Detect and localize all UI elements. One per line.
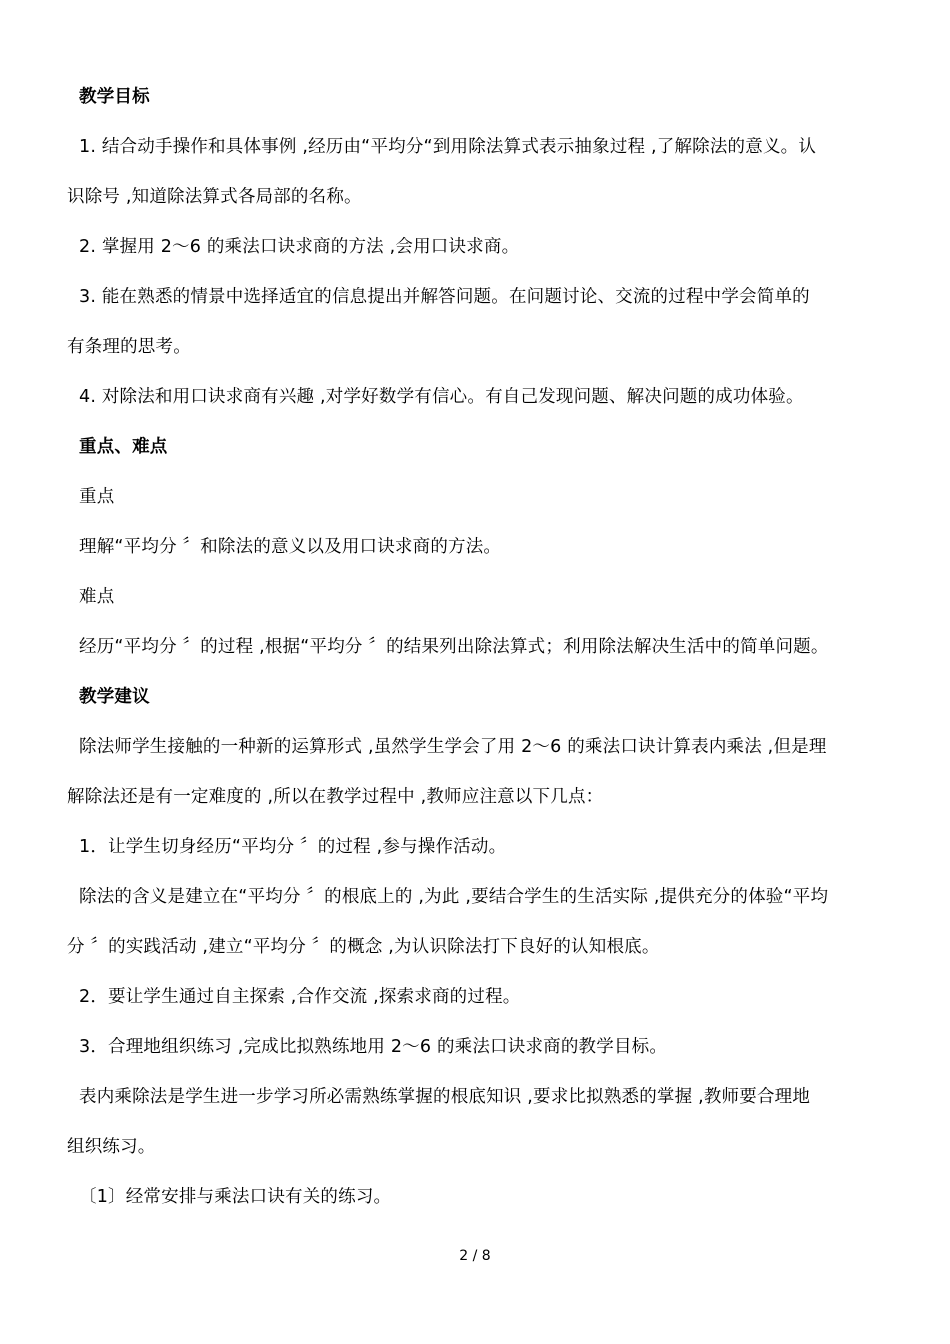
subheading-key-point: 重点 bbox=[79, 487, 115, 507]
heading-teaching-goals: 教学目标 bbox=[79, 87, 150, 107]
page-number: 2 / 8 bbox=[459, 1248, 491, 1264]
suggestion-intro-line-2: 解除法还是有一定难度的 ,所以在教学过程中 ,教师应注意以下几点： bbox=[67, 787, 604, 807]
goal-1-line-2: 识除号 ,知道除法算式各局部的名称。 bbox=[67, 187, 362, 207]
suggestion-2: 2．要让学生通过自主探索 ,合作交流 ,探索求商的过程。 bbox=[79, 987, 521, 1007]
heading-key-difficult-points: 重点、难点 bbox=[79, 437, 168, 457]
goal-3-line-1: 3. 能在熟悉的情景中选择适宜的信息提出并解答问题。在问题讨论、交流的过程中学会简单的 bbox=[79, 287, 810, 307]
goal-1-line-1: 1. 结合动手操作和具体事例 ,经历由“平均分“到用除法算式表示抽象过程 ,了解除法的意义。认 bbox=[79, 137, 817, 157]
suggestion-1-detail-line-2: 分 〞的实践活动 ,建立“平均分 〞的概念 ,为认识除法打下良好的认知根底。 bbox=[67, 937, 660, 957]
suggestion-1-detail-line-1: 除法的含义是建立在“平均分 〞的根底上的 ,为此 ,要结合学生的生活实际 ,提供充分的体验“平均 bbox=[79, 887, 829, 907]
suggestion-3-detail-line-1: 表内乘除法是学生进一步学习所必需熟练掌握的根底知识 ,要求比拟熟悉的掌握 ,教师要合理地 bbox=[79, 1087, 811, 1107]
goal-2: 2. 掌握用 2～6 的乘法口诀求商的方法 ,会用口诀求商。 bbox=[79, 237, 520, 257]
suggestion-intro-line-1: 除法师学生接触的一种新的运算形式 ,虽然学生学会了用 2～6 的乘法口诀计算表内乘法 ,但是理 bbox=[79, 737, 827, 757]
goal-4: 4. 对除法和用口诀求商有兴趣 ,对学好数学有信心。有自己发现问题、解决问题的成功体验。 bbox=[79, 387, 804, 407]
heading-teaching-suggestions: 教学建议 bbox=[79, 687, 150, 707]
key-point-text: 理解“平均分 〞和除法的意义以及用口诀求商的方法。 bbox=[79, 537, 502, 557]
suggestion-3-detail-line-2: 组织练习。 bbox=[67, 1137, 156, 1157]
suggestion-1: 1．让学生切身经历“平均分 〞的过程 ,参与操作活动。 bbox=[79, 837, 507, 857]
goal-3-line-2: 有条理的思考。 bbox=[67, 337, 191, 357]
suggestion-3: 3．合理地组织练习 ,完成比拟熟练地用 2～6 的乘法口诀求商的教学目标。 bbox=[79, 1037, 668, 1057]
practice-item-1: 〔1〕经常安排与乘法口诀有关的练习。 bbox=[79, 1187, 392, 1207]
subheading-difficult-point: 难点 bbox=[79, 587, 115, 607]
difficult-point-text: 经历“平均分 〞的过程 ,根据“平均分 〞的结果列出除法算式；利用除法解决生活中的简单问题。 bbox=[79, 637, 829, 657]
